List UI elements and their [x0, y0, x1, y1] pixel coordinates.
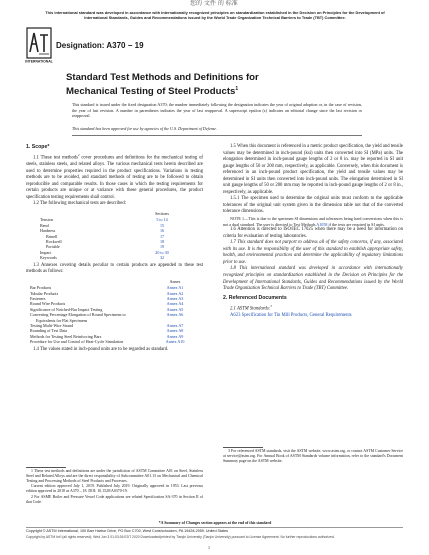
- para-1-5: 1.5 When this document is referenced in a metric product specification, the yield and tensile values may be determined in inch-pound (ksi) units then converted into SI (MPa) units. The elongation determined in inch-pound gauge lengths of 2 or 8 in. may be reported in SI unit gauge lengths of 50 or 200 mm, respectively, as applicable. Conversely, when this document is referenced in an inch-pound product specification, the yield and tensile values may be determined in SI units then converted into inch-pound units. The elongation determined in SI unit gauge lengths of 50 or 200 mm may be reported in inch-pound gauge lengths of 2 or 8 in., respectively, as applicable.: [223, 144, 403, 195]
- title-line-1: Standard Test Methods and Definitions for: [66, 72, 259, 83]
- table-row: Keywords 32: [40, 255, 165, 261]
- para-1-8: 1.8 This international standard was developed in accordance with internationally recognized principles on standardization established in the Decision on Principles for the Development of International Standards, Guides and Recommendations issued by the World Trade Organization Technical Barriers to Trade (TBT) Committee.: [223, 266, 403, 292]
- divider: [26, 527, 403, 528]
- annex-table: [30, 278, 190, 345]
- table-row: Tubular Products Annex A2: [30, 290, 184, 296]
- table-row: Hardness 16: [40, 228, 165, 234]
- license-line: Copyright by ASTM Int'l (all rights reserved); Wed Jun 3 01:03:36 EDT 2020 Downloaded/printed by Tianjin University (Tianjin University) pursuant to License Agreement. No further reproductions authorized.: [26, 535, 335, 539]
- para-1-4: 1.4 The values stated in inch-pound units are to be regarded as standard.: [33, 346, 169, 352]
- logo-word: INTERNATIONAL: [25, 59, 53, 64]
- table-row: Rounding of Test Data Annex A8: [30, 328, 184, 334]
- footnote-divider: [26, 467, 66, 468]
- para-1-3: 1.3 Annexes covering details peculiar to certain products are appended to these test methods as follows:: [26, 262, 203, 275]
- para-2-1: 2.1 ASTM Standards:$^3$: [230, 303, 272, 312]
- table-row: Equivalents for Flat Specimens: [36, 317, 88, 323]
- table-row: Methods for Testing Steel Reinforcing Bars Annex A9: [30, 333, 184, 339]
- document-title: [66, 72, 366, 97]
- handwritten-annotation: 您的 文件 的 标准: [190, 0, 238, 7]
- table-row: Portable 19: [46, 244, 165, 250]
- footnote-1-current-edition: Current edition approved July 1, 2019. Published July 2019. Originally approved in 1953. Last previous edition approved in 2018 as A370 – 18. DOI: 10.1520/A0370-19.: [26, 484, 203, 494]
- astm-logo-icon: [27, 28, 51, 64]
- footnote-2: 2 For ASME Boiler and Pressure Vessel Code applications see related Specification SA-370 in Section II of that Code.: [26, 494, 203, 504]
- sections-header: Sections: [155, 210, 169, 216]
- preamble: This standard is issued under the fixed designation A370; the number immediately following the designation indicates the year of original adoption or, in the case of revision, the year of last revision. A number in parentheses indicates the year of last reapproval. A superscript epsilon (ε) indicates an editorial change since the last revision or reapproval.: [72, 102, 362, 119]
- page-number: 1: [208, 545, 210, 550]
- tbt-notice: [40, 0, 390, 20]
- table-row: Bend 15: [40, 222, 165, 228]
- designation: Designation: A370 − 19: [56, 41, 144, 50]
- summary-of-changes-note: *A Summary of Changes section appears at the end of this standard: [158, 521, 272, 525]
- table-row: Round Wire Products Annex A4: [30, 301, 184, 307]
- para-1-5-1: 1.5.1 The specimen used to determine the original units must conform to the applicable tolerances of the original unit system given in the dimension table not that of the converted tolerance dimensions.: [223, 196, 403, 215]
- table-row: Fasteners Annex A3: [30, 295, 184, 301]
- table-row: Testing Multi-Wire Strand Annex A7: [30, 322, 184, 328]
- right-column: [223, 144, 403, 319]
- a1058-link[interactable]: A1058: [316, 221, 328, 227]
- table-row: Rockwell 18: [46, 239, 165, 245]
- referenced-documents-heading: 2. Referenced Documents: [223, 294, 287, 301]
- para-1-7: 1.7 This standard does not purport to address all of the safety concerns, if any, associated with its use. It is the responsibility of the user of this standard to establish appropriate safety, health, and environmental practices and determine the applicability of regulatory limitations prior to use.: [223, 240, 403, 265]
- footnote-1: 1 These test methods and definitions are under the jurisdiction of ASTM Committee A01 on Steel, Stainless Steel and Related Alloys and are the direct responsibility of Subcommittee A01.13 on Mechanical and Chemical Testing and Processing Methods of Steel Products and Processes.: [26, 469, 203, 483]
- footnotes-left: [26, 469, 203, 505]
- table-row: Tension 5 to 14: [40, 217, 168, 223]
- copyright-line: Copyright © ASTM International, 100 Barr Harbor Drive, PO Box C700, West Conshohocken, PA 19428-2959. United States: [26, 529, 229, 533]
- table-row: Bar Products Annex A1: [30, 285, 184, 291]
- a623-link[interactable]: A623 Specification for Tin Mill Products, General Requirements: [230, 312, 352, 318]
- table-row: Converting Percentage Elongation of Round Specimens to Annex A6: [30, 312, 184, 318]
- left-column: [26, 144, 203, 353]
- scope-heading: 1. Scope*: [26, 144, 50, 150]
- tbt-notice-text: This international standard was developed in accordance with internationally recognized principles on standardization established in the Decision on Principles for the Development of International Standards, Guides and Recommendations issued by the World Trade Organization Technical Barriers to Trade (TBT) Committee.: [45, 10, 385, 20]
- table-row: Significance of Notched-Bar Impact Testing Annex A5: [30, 306, 184, 312]
- para-1-1: 1.1 These test methods$^2$ cover procedures and definitions for the mechanical testing of steels, stainless steels, and related alloys. The various mechanical tests herein described are used to determine properties required in the product specifications. Variations in testing methods are to be avoided, and standard methods of testing are to be followed to obtain reproducible and comparable results. In those cases in which the testing requirements for certain products are unique or at variance with these general procedures, the product specification testing requirements shall control.: [26, 153, 203, 200]
- table-row: Impact 20 to 30: [40, 249, 169, 255]
- divider: [72, 135, 362, 136]
- table-row: Procedure for Use and Control of Heat-Cycle Simulation Annex A10: [30, 339, 185, 345]
- annex-header: Annex: [169, 278, 181, 284]
- dod-approval: This standard has been approved for use by agencies of the U.S. Department of Defense.: [72, 126, 218, 131]
- footnote-divider: [223, 447, 263, 448]
- sections-table: [40, 210, 182, 261]
- note-1: NOTE 1—This is due to the specimen SI dimensions and tolerances being hard conversions when this is not a dual standard. The user is directed to Test Methods A1058 if the tests are required in SI units.: [223, 216, 403, 227]
- footnote-3: 3 For referenced ASTM standards, visit the ASTM website, www.astm.org, or contact ASTM Customer Service at service@astm.org. For Annual Book of ASTM Standards volume information, refer to the standard's Document Summary page on the ASTM website.: [223, 449, 403, 463]
- para-1-2: 1.2 The following mechanical tests are described:: [33, 201, 126, 207]
- title-line-2: Mechanical Testing of Steel Products$^1$: [66, 85, 239, 97]
- para-1-6: 1.6 Attention is directed to ISO/IEC 17025 when there may be a need for information on criteria for evaluation of testing laboratories.: [223, 227, 403, 239]
- footnotes-right: [223, 449, 403, 464]
- table-row: Brinell 17: [46, 233, 165, 239]
